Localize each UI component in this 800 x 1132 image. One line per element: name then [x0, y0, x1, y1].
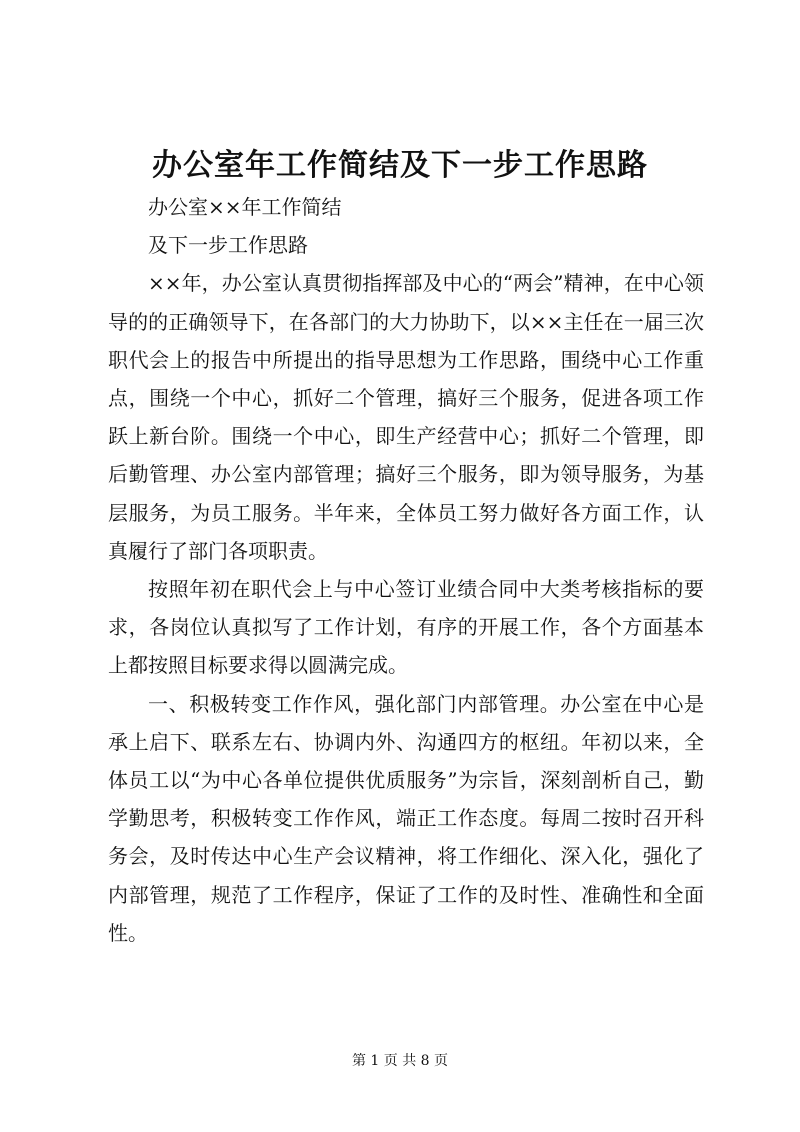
- subtitle-line-2: 及下一步工作思路: [148, 233, 308, 258]
- page-number-footer: 第 1 页 共 8 页: [351, 1053, 449, 1069]
- document-body: [108, 188, 704, 952]
- paragraph: ××年，办公室认真贯彻指挥部及中心的“两会”精神，在中心领导的的正确领导下，在各部门的大力协助下，以××主任在一届三次职代会上的报告中所提出的指导思想为工作思路，围绕中心工作重点，围绕一个中心，抓好二个管理，搞好三个服务，促进各项工作跃上新台阶。围绕一个中心，即生产经营中心；抓好二个管理，即后勤管理、办公室内部管理；搞好三个服务，即为领导服务，为基层服务，为员工服务。半年来，全体员工努力做好各方面工作，认真履行了部门各项职责。: [108, 271, 704, 563]
- subtitle-line-1: 办公室××年工作简结: [148, 195, 342, 219]
- document-title: 办公室年工作简结及下一步工作思路: [152, 148, 648, 183]
- paragraph: 按照年初在职代会上与中心签订业绩合同中大类考核指标的要求，各岗位认真拟写了工作计划，有序的开展工作，各个方面基本上都按照目标要求得以圆满完成。: [108, 577, 704, 678]
- paragraph: 一、积极转变工作作风，强化部门内部管理。办公室在中心是承上启下、联系左右、协调内外、沟通四方的枢纽。年初以来，全体员工以“为中心各单位提供优质服务”为宗旨，深刻剖析自己，勤学勤思考，积极转变工作作风，端正工作态度。每周二按时召开科务会，及时传达中心生产会议精神，将工作细化、深入化，强化了内部管理，规范了工作程序，保证了工作的及时性、准确性和全面性。: [108, 691, 704, 945]
